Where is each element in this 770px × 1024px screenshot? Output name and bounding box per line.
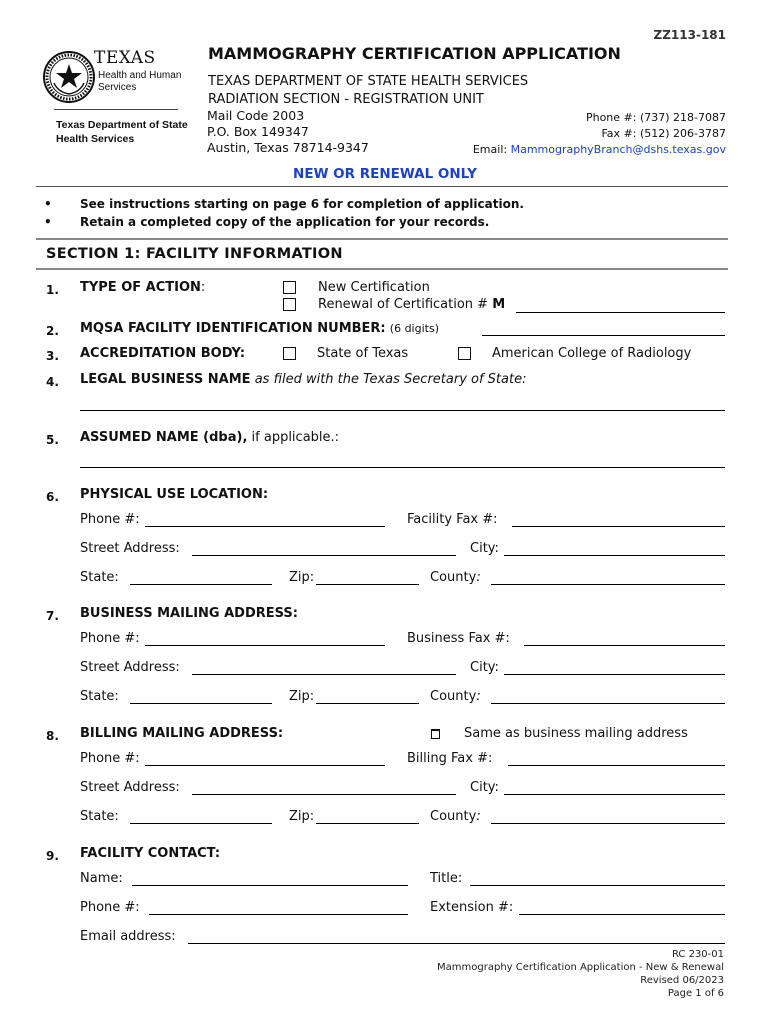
physical-county-field[interactable] bbox=[491, 584, 725, 585]
accreditation-label: ACCREDITATION BODY: bbox=[80, 346, 246, 361]
business-phone-field[interactable] bbox=[145, 645, 385, 646]
zip-label: Zip: bbox=[289, 689, 315, 704]
billing-fax-field[interactable] bbox=[508, 765, 725, 766]
mailing-address: Mail Code 2003 P.O. Box 149347 Austin, Texas 78714-9347 bbox=[207, 108, 369, 155]
state-of-texas-label: State of Texas bbox=[317, 346, 409, 361]
item-number: 8. bbox=[46, 729, 59, 743]
fax-label: Billing Fax #: bbox=[407, 751, 493, 766]
agency-email-link[interactable]: MammographyBranch@dshs.texas.gov bbox=[510, 143, 726, 156]
list-item: • Retain a completed copy of the application for your records. bbox=[44, 215, 490, 229]
agency-name: TEXAS DEPARTMENT OF STATE HEALTH SERVICES RADIATION SECTION - REGISTRATION UNIT bbox=[208, 74, 529, 107]
new-certification-checkbox[interactable] bbox=[283, 281, 296, 294]
business-city-field[interactable] bbox=[504, 674, 725, 675]
same-as-business-label: Same as business mailing address bbox=[464, 726, 688, 741]
business-state-field[interactable] bbox=[130, 703, 272, 704]
billing-phone-field[interactable] bbox=[145, 765, 385, 766]
section-title: SECTION 1: FACILITY INFORMATION bbox=[46, 246, 343, 262]
item-number: 5. bbox=[46, 433, 59, 447]
contact-extension-label: Extension #: bbox=[430, 900, 514, 915]
contact-phone-label: Phone #: bbox=[80, 900, 140, 915]
billing-city-field[interactable] bbox=[504, 794, 725, 795]
legal-business-name-field[interactable] bbox=[80, 410, 725, 411]
street-label: Street Address: bbox=[80, 541, 180, 556]
item-number: 3. bbox=[46, 349, 59, 363]
texas-hhs-logo bbox=[40, 46, 188, 156]
form-number: RC 230-01 bbox=[671, 949, 724, 960]
list-item: • See instructions starting on page 6 for completion of application. bbox=[44, 197, 524, 211]
item-number: 4. bbox=[46, 375, 59, 389]
logo-divider bbox=[54, 109, 178, 110]
state-of-texas-checkbox[interactable] bbox=[283, 347, 296, 360]
logo-wordmark: TEXAS bbox=[94, 48, 156, 68]
section-divider-bottom bbox=[36, 268, 728, 270]
instructions-list bbox=[44, 195, 524, 231]
city-label: City: bbox=[470, 780, 499, 795]
contact-title-label: Title: bbox=[430, 871, 463, 886]
physical-state-field[interactable] bbox=[130, 584, 272, 585]
form-name: Mammography Certification Application - New & Renewal bbox=[437, 962, 724, 973]
business-county-field[interactable] bbox=[491, 703, 725, 704]
logo-subtitle: Health and Human Services bbox=[98, 70, 182, 93]
texas-seal-icon bbox=[42, 50, 96, 104]
state-label: State: bbox=[80, 689, 119, 704]
agency-contact: Phone #: (737) 218-7087 Fax #: (512) 206-3787 Email: MammographyBranch@dshs.texas.gov bbox=[472, 111, 726, 156]
section-divider-top bbox=[36, 238, 728, 240]
page-footer bbox=[437, 948, 724, 1000]
type-of-action-label: TYPE OF ACTION: bbox=[80, 280, 206, 295]
business-fax-field[interactable] bbox=[524, 645, 725, 646]
contact-name-label: Name: bbox=[80, 871, 123, 886]
legal-business-name-label: LEGAL BUSINESS NAME as filed with the Texas Secretary of State: bbox=[80, 372, 527, 387]
physical-phone-field[interactable] bbox=[145, 526, 385, 527]
item-number: 2. bbox=[46, 324, 59, 338]
contact-email-field[interactable] bbox=[188, 943, 725, 944]
renewal-checkbox[interactable] bbox=[283, 298, 296, 311]
form-code: ZZ113-181 bbox=[653, 28, 726, 42]
physical-location-label: PHYSICAL USE LOCATION: bbox=[80, 487, 269, 502]
street-label: Street Address: bbox=[80, 780, 180, 795]
business-zip-field[interactable] bbox=[316, 703, 419, 704]
phone-label: Phone #: bbox=[80, 751, 140, 766]
zip-label: Zip: bbox=[289, 570, 315, 585]
physical-street-field[interactable] bbox=[192, 555, 456, 556]
page-number: Page 1 of 6 bbox=[667, 988, 724, 999]
mqsa-id-field[interactable] bbox=[482, 335, 725, 336]
business-street-field[interactable] bbox=[192, 674, 456, 675]
zip-label: Zip: bbox=[289, 809, 315, 824]
facility-contact-label: FACILITY CONTACT: bbox=[80, 846, 221, 861]
contact-name-field[interactable] bbox=[132, 885, 408, 886]
agency-fax: Fax #: (512) 206-3787 bbox=[601, 127, 726, 140]
state-label: State: bbox=[80, 570, 119, 585]
city-label: City: bbox=[470, 660, 499, 675]
county-label: County: bbox=[430, 809, 481, 824]
billing-county-field[interactable] bbox=[491, 823, 725, 824]
contact-email-label: Email address: bbox=[80, 929, 176, 944]
state-label: State: bbox=[80, 809, 119, 824]
mqsa-id-label: MQSA FACILITY IDENTIFICATION NUMBER: (6 digits) bbox=[80, 321, 439, 336]
physical-city-field[interactable] bbox=[504, 555, 725, 556]
fax-label: Facility Fax #: bbox=[407, 512, 498, 527]
billing-mailing-label: BILLING MAILING ADDRESS: bbox=[80, 726, 284, 741]
new-certification-label: New Certification bbox=[318, 280, 430, 295]
contact-title-field[interactable] bbox=[470, 885, 725, 886]
billing-zip-field[interactable] bbox=[316, 823, 419, 824]
item-number: 1. bbox=[46, 283, 59, 297]
acr-checkbox[interactable] bbox=[458, 347, 471, 360]
agency-phone: Phone #: (737) 218-7087 bbox=[585, 111, 726, 124]
physical-zip-field[interactable] bbox=[316, 584, 419, 585]
renewal-number-field[interactable] bbox=[516, 312, 725, 313]
billing-state-field[interactable] bbox=[130, 823, 272, 824]
same-as-business-checkbox[interactable] bbox=[431, 729, 440, 739]
acr-label: American College of Radiology bbox=[492, 346, 692, 361]
revision-date: Revised 06/2023 bbox=[640, 975, 724, 986]
fax-label: Business Fax #: bbox=[407, 631, 510, 646]
renewal-label: Renewal of Certification # M bbox=[318, 297, 506, 312]
logo-department: Texas Department of State Health Services bbox=[56, 119, 188, 145]
contact-phone-field[interactable] bbox=[149, 914, 408, 915]
county-label: County: bbox=[430, 570, 481, 585]
item-number: 6. bbox=[46, 490, 59, 504]
city-label: City: bbox=[470, 541, 499, 556]
header-divider bbox=[36, 186, 728, 187]
billing-street-field[interactable] bbox=[192, 794, 456, 795]
item-number: 9. bbox=[46, 849, 59, 863]
phone-label: Phone #: bbox=[80, 631, 140, 646]
county-label: County: bbox=[430, 689, 481, 704]
business-mailing-label: BUSINESS MAILING ADDRESS: bbox=[80, 606, 298, 621]
assumed-name-field[interactable] bbox=[80, 467, 725, 468]
physical-fax-field[interactable] bbox=[512, 526, 725, 527]
page-title: MAMMOGRAPHY CERTIFICATION APPLICATION bbox=[208, 44, 621, 63]
contact-extension-field[interactable] bbox=[519, 914, 725, 915]
assumed-name-label: ASSUMED NAME (dba), if applicable.: bbox=[80, 430, 340, 445]
form-type-banner: NEW OR RENEWAL ONLY bbox=[293, 166, 477, 182]
street-label: Street Address: bbox=[80, 660, 180, 675]
phone-label: Phone #: bbox=[80, 512, 140, 527]
item-number: 7. bbox=[46, 609, 59, 623]
